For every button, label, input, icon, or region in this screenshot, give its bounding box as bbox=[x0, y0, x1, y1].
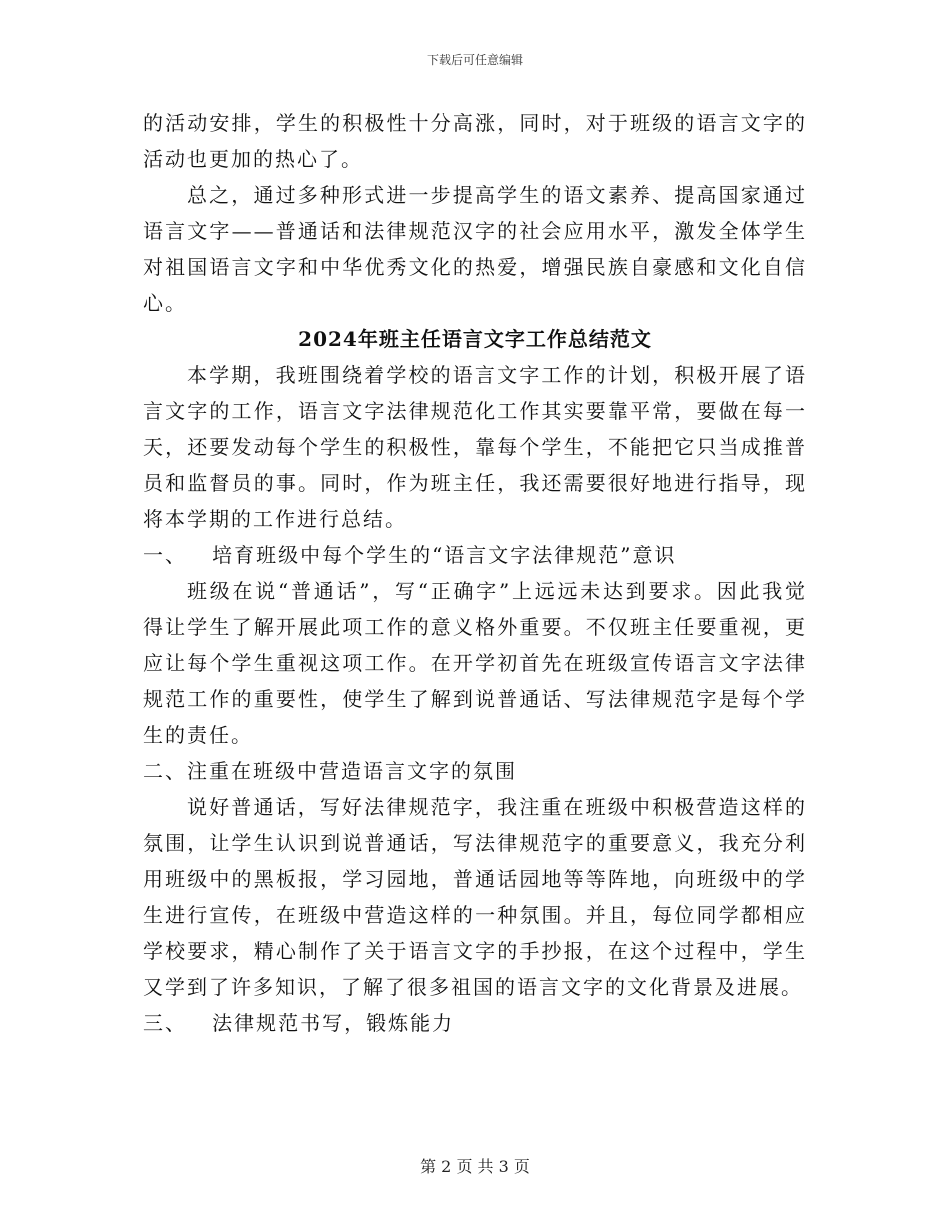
section-1-paragraph: 班级在说“普通话”，写“正确字”上远远未达到要求。因此我觉得让学生了解开展此项工作的意义格外重要。不仅班主任要重视，更应让每个学生重视这项工作。在开学初首先在班级宣传语言文字法律规范工作的重要性，使学生了解到说普通话、写法律规范字是每个学生的责任。 bbox=[143, 579, 807, 747]
section-heading-2: 二、注重在班级中营造语言文字的氛围 bbox=[143, 759, 517, 783]
page-number-footer: 第 2 页 共 3 页 bbox=[420, 1157, 530, 1176]
continuation-paragraph: 的活动安排，学生的积极性十分高涨，同时，对于班级的语言文字的活动也更加的热心了。 bbox=[143, 111, 807, 171]
document-title: 2024年班主任语言文字工作总结范文 bbox=[298, 327, 652, 351]
page-header-note: 下载后可任意编辑 bbox=[426, 53, 523, 67]
section-2-paragraph: 说好普通话，写好法律规范字，我注重在班级中积极营造这样的氛围，让学生认识到说普通话，写法律规范字的重要意义，我充分利用班级中的黑板报，学习园地，普通话园地等等阵地，向班级中的学生进行宣传，在班级中营造这样的一种氛围。并且，每位同学都相应学校要求，精心制作了关于语言文字的手抄报，在这个过程中，学生又学到了许多知识，了解了很多祖国的语言文字的文化背景及进展。 bbox=[143, 795, 807, 999]
document-body bbox=[143, 105, 807, 1041]
intro-paragraph: 本学期，我班围绕着学校的语言文字工作的计划，积极开展了语言文字的工作，语言文字法律规范化工作其实要靠平常，要做在每一天，还要发动每个学生的积极性，靠每个学生，不能把它只当成推普员和监督员的事。同时，作为班主任，我还需要很好地进行指导，现将本学期的工作进行总结。 bbox=[143, 363, 807, 531]
summary-paragraph: 总之，通过多种形式进一步提高学生的语文素养、提高国家通过语言文字——普通话和法律规范汉字的社会应用水平，激发全体学生对祖国语言文字和中华优秀文化的热爱，增强民族自豪感和文化自信心。 bbox=[143, 183, 807, 315]
section-heading-1: 一、 培育班级中每个学生的“语言文字法律规范”意识 bbox=[143, 543, 677, 567]
section-heading-3: 三、 法律规范书写，锻炼能力 bbox=[143, 1011, 455, 1035]
